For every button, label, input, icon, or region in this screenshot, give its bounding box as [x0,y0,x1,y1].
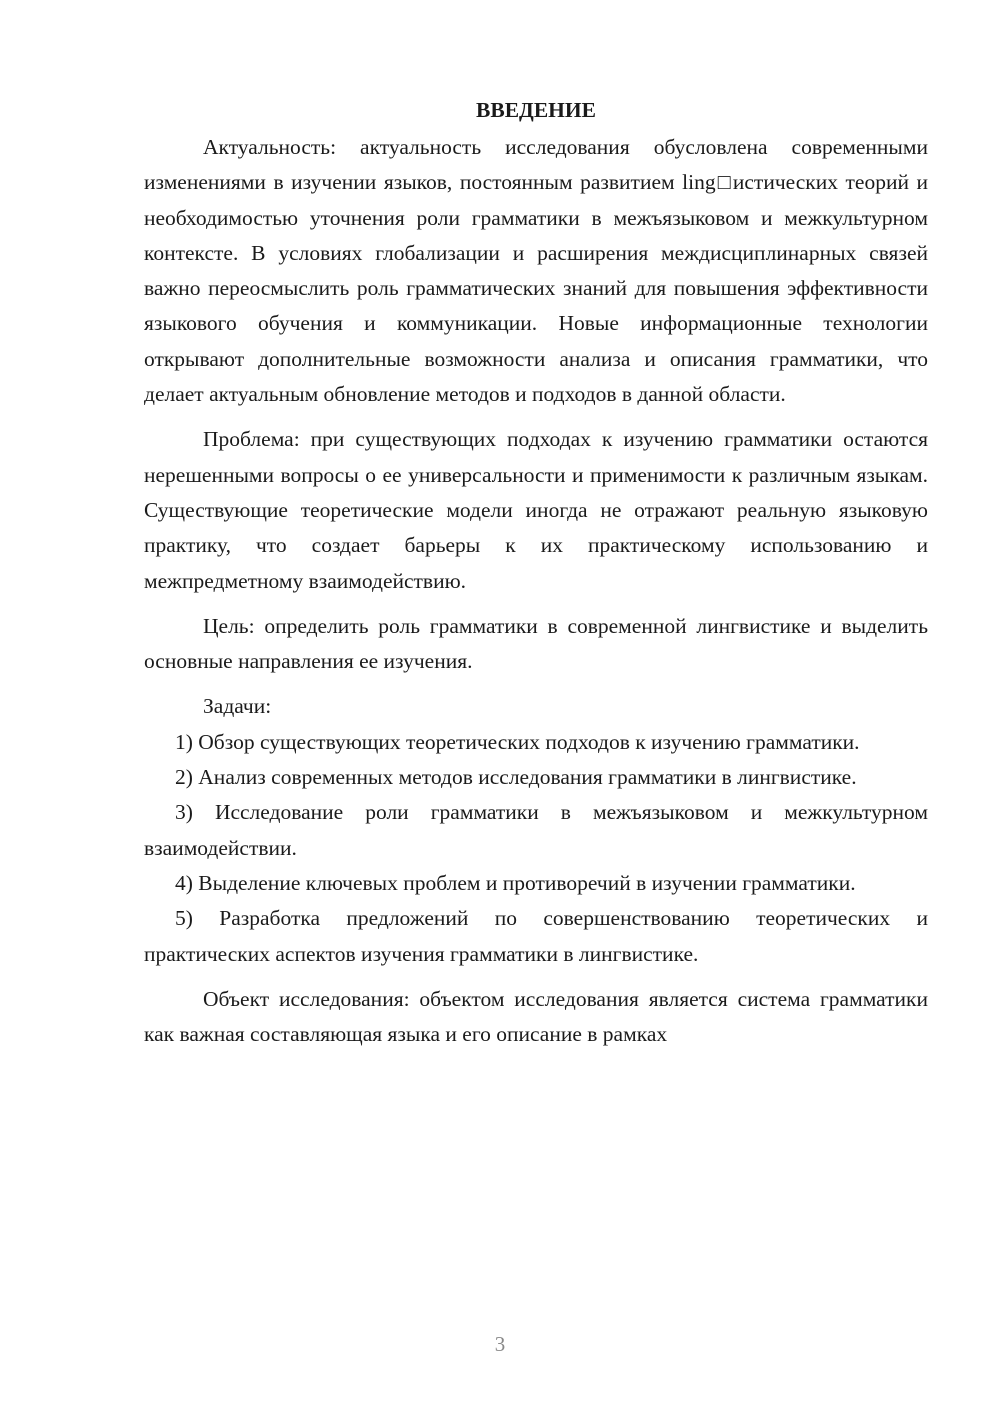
paragraph-goal: Цель: определить роль грамматики в современной лингвистике и выделить основные направления ее изучения. [144,613,928,674]
paragraph-problem: Проблема: при существующих подходах к изучению грамматики остаются нерешенными вопросы о ее универсальности и применимости к различным языкам. Существующие теоретические модели иногда не отражают реальную языковую практику, что создает барьеры к их практическому использованию и межпредметному взаимодействию. [144,427,928,593]
section-title: ВВЕДЕНИЕ [476,98,596,122]
paragraph-object: Объект исследования: объектом исследования является система грамматики как важная составляющая языка и его описание в рамках [144,986,928,1047]
task-item-5: 5) Разработка предложений по совершенствованию теоретических и практических аспектов изучения грамматики в лингвистике. [144,906,928,966]
document-page [144,92,928,1052]
paragraph-relevance: Актуальность: актуальность исследования обусловлена современными изменениями в изучении языков, постоянным развитием ling□истических теорий и необходимостью уточнения роли грамматики в межъязыковом и межкультурном контексте. В условиях глобализации и расширения междисциплинарных связей важно переосмыслить роль грамматических знаний для повышения эффективности языкового обучения и коммуникации. Новые информационные технологии открывают дополнительные возможности анализа и описания грамматики, что делает актуальным обновление методов и подходов в данной области. [144,135,928,407]
task-item-2: 2) Анализ современных методов исследования грамматики в лингвистике. [175,765,857,790]
tasks-heading: Задачи: [203,694,272,719]
page-number: 3 [494,1332,506,1356]
task-item-1: 1) Обзор существующих теоретических подходов к изучению грамматики. [175,729,860,754]
task-item-4: 4) Выделение ключевых проблем и противоречий в изучении грамматики. [175,870,856,895]
task-item-3: 3) Исследование роли грамматики в межъязыковом и межкультурном взаимодействии. [144,800,928,860]
